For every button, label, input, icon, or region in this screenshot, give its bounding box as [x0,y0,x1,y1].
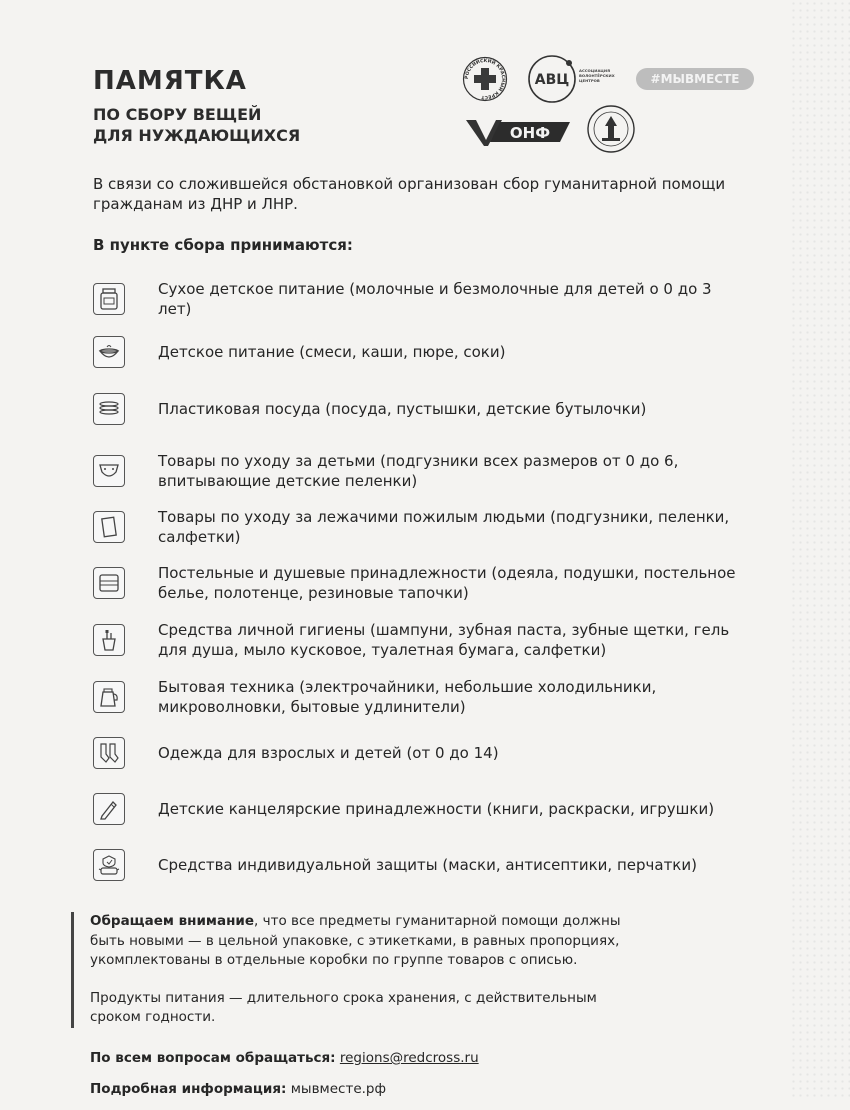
notice-bold: Обращаем внимание [90,913,255,929]
list-item [93,849,738,881]
avc-logo-text: АВЦ [534,72,570,88]
contact-row [90,1048,479,1068]
item-text: Сухое детское питание (молочные и безмолочные для детей о 0 до 3 лет) [158,280,712,318]
list-item [93,737,738,769]
accept-heading: В пункте сбора принимаются: [93,236,353,254]
bowl-icon [93,336,125,368]
list-item [93,507,738,547]
list-item [93,620,738,660]
notice-paragraph-2: Продукты питания — длительного срока хранения, с действительным сроком годности. [90,989,597,1025]
list-item [93,279,738,319]
item-text: Средства личной гигиены (шампуни, зубная паста, зубные щетки, гель для душа, мыло кусковое, туалетная бумага, салфетки) [158,621,730,659]
item-text: Товары по уходу за лежачими пожилым людьми (подгузники, пеленки, салфетки) [158,508,730,546]
list-item [93,451,738,491]
list-item [93,563,738,603]
diaper-icon [93,455,125,487]
pencil-icon [93,793,125,825]
info-label: Подробная информация: [90,1081,287,1097]
red-cross-arc-text: РОССИЙСКИЙ КРАСНЫЙ КРЕСТ [464,58,506,100]
onf-logo-text: ОНФ [509,124,551,142]
item-text: Постельные и душевые принадлежности (одеяла, подушки, постельное белье, полотенце, резиновые тапочки) [158,564,736,602]
kettle-icon [93,681,125,713]
avc-caption: АССОЦИАЦИЯ ВОЛОНТЁРСКИХ ЦЕНТРОВ [579,68,615,83]
red-cross-logo [462,56,508,102]
notice-block [71,912,650,1028]
page-subtitle [93,104,300,146]
title-block [93,66,300,146]
page-title: ПАМЯТКА [93,66,247,96]
item-text: Детское питание (смеси, каши, пюре, соки) [158,343,506,361]
emblem-logo [586,104,636,154]
item-text: Детские канцелярские принадлежности (книги, раскраски, игрушки) [158,800,715,818]
subtitle-line-1: ПО СБОРУ ВЕЩЕЙ [93,105,262,124]
plate-stack-icon [93,393,125,425]
intro-text: В связи со сложившейся обстановкой организован сбор гуманитарной помощи гражданам из ДНР и ЛНР. [93,175,726,213]
list-item [93,793,738,825]
item-text: Товары по уходу за детьми (подгузники всех размеров от 0 до 6, впитывающие детские пеленки) [158,452,679,490]
contact-label: По всем вопросам обращаться: [90,1050,336,1066]
notice-paragraph-1 [90,912,650,971]
list-item [93,677,738,717]
socks-icon [93,737,125,769]
item-text: Бытовая техника (электрочайники, небольшие холодильники, микроволновки, бытовые удлинители) [158,678,657,716]
item-text: Пластиковая посуда (посуда, пустышки, детские бутылочки) [158,400,647,418]
towel-icon [93,567,125,599]
info-row [90,1079,479,1099]
toothbrush-cup-icon [93,624,125,656]
napkin-icon [93,511,125,543]
mask-icon [93,849,125,881]
scan-texture [790,0,850,1100]
list-item [93,393,738,425]
contact-email-link[interactable]: regions@redcross.ru [339,1050,479,1066]
subtitle-line-2: ДЛЯ НУЖДАЮЩИХСЯ [93,126,301,145]
hashtag-badge: #МЫВМЕСТЕ [636,68,754,90]
item-text: Средства индивидуальной защиты (маски, антисептики, перчатки) [158,856,697,874]
item-text: Одежда для взрослых и детей (от 0 до 14) [158,744,499,762]
onf-logo [464,116,574,148]
baby-food-jar-icon [93,283,125,315]
partner-logos [462,54,762,164]
contacts [90,1048,479,1110]
info-link[interactable]: мывместе.рф [290,1081,387,1097]
notice-rest: , что все предметы гуманитарной помощи должны быть новыми — в цельной упаковке, с этикетками, в равных пропорциях, укомплектованы в отдельные коробки по группе товаров с описью. [90,913,621,968]
list-item [93,336,738,368]
